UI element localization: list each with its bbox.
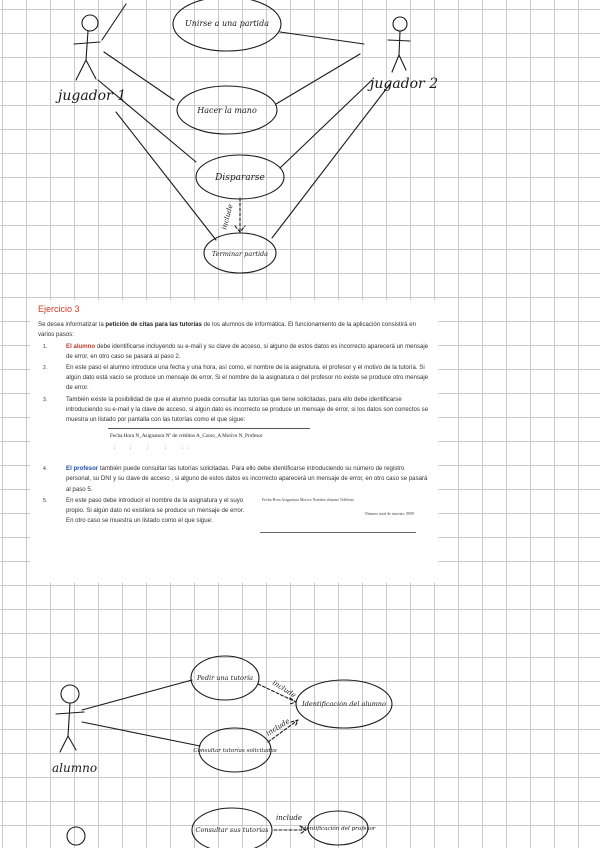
list-item [38,395,430,460]
item-number: 2. [43,365,48,372]
usecase-pedir-tutoria-label: Pedir una tutoría [196,674,254,682]
actor-profesor: El profesor [66,465,99,473]
list-item [38,496,430,527]
usecase-hacer-mano-label: Hacer la mano [197,106,257,115]
usecase-unirse-partida-label: Unirse a una partida [185,19,269,28]
table-placeholder-row: : : : : : : [114,445,189,452]
intro-text-pre: Se desea informatizar la [38,321,106,329]
usecase-identificacion-profesor-label: Identificación del profesor [300,826,376,832]
include-label-3: include [264,717,292,738]
usecase-terminar-partida-label: Terminar partida [211,250,269,258]
intro-bold: petición de citas para las tutorías [105,321,202,329]
include-label-1: include [220,203,235,231]
item-number: 1. [43,343,48,350]
usecase-consultar-sus-tutorias-label: Consultar sus tutorías [195,826,269,834]
list-item [38,464,430,495]
item-text: también puede consultar las tutorías solicitadas. Para ello debe identificarse introduciendo su número de registro personal, su DNI y su clave de acceso , si alguno de estos datos es incorrecto aparecerá un mensaje de error, en otro caso se pasará al paso 5. [66,465,428,493]
table-divider [260,532,416,541]
steps-list [38,342,430,527]
table-total: Número total de tutorías: 9999 [364,510,414,516]
tutorias-listing-alumno [108,428,310,459]
exercise-title: Ejercicio 3 [38,304,80,314]
usecase-consultar-solicitadas-label: Consultar tutorías solicitadas [193,748,277,754]
include-label-2: include [270,678,298,700]
actor-figure-alumno [56,685,84,752]
table-header: Fecha Hora N_Asignatura Nº de créditos A_Curso_A Motivo N_Profesor [110,433,263,440]
actor-figure-jugador-2 [388,17,410,72]
item-text: También existe la posibilidad de que el alumno pueda consultar las tutorías que tiene solicitadas, para ello debe identificarse introduciendo su e-mail y la clave de acceso, si algún dato es incorrecto se produce un mensaje de error, si los datos son correctos se muestra un listado por pantalla con las tutorías como el que sigue: [66,395,429,424]
actor-label-jugador-1: jugador 1 [58,88,127,104]
actor-label-alumno: alumno [52,761,98,775]
list-item [38,342,430,362]
item-number: 4. [43,466,48,473]
item-text: En este paso el alumno introduce una fecha y una hora, así como, el nombre de la asignatura, el profesor y el motivo de la tutoría. Si algún dato está vacío se produce un mensaje de error. Si el nombre de la asignatura o del profesor no existe se produce otro mensaje de error. [66,364,429,392]
item-number: 3. [43,396,48,403]
exercise-intro [38,320,430,340]
usecase-diagram-game [0,0,600,300]
actor-head-profesor [67,827,85,845]
usecase-identificacion-alumno-label: Identificación del alumno [302,700,386,708]
item-text: debe identificarse incluyendo su e-mail y su clave de acceso, si alguno de estos datos es incorrecto aparecerá un mensaje de error, en otro caso se pasará al paso 2. [66,342,429,360]
actor-figure-jugador-1 [74,15,100,80]
actor-label-jugador-2: jugador 2 [370,76,439,92]
exercise-document [30,300,438,583]
usecase-dispararse-label: Dispararse [215,173,265,183]
usecase-diagram-tutorias [0,640,600,848]
include-label-4: include [276,814,303,822]
item-number: 5. [43,497,48,504]
intro-text-post: de los alumnos de informática. El funcionamiento de la aplicación consistirá en varios pasos: [38,321,416,339]
list-item [38,363,430,394]
tutorias-listing-profesor [260,493,416,541]
item-text: En este paso debe introducir el nombre de la asignatura y el suyo propio. Si algún dato no existiera se produce un mensaje de error. En otro caso se muestra un listado como el que sigue: [66,496,245,525]
table-header: Fecha Hora Asignatura Motivo Nombre alumno Teléfono [262,496,354,502]
actor-alumno: El alumno [66,342,96,350]
